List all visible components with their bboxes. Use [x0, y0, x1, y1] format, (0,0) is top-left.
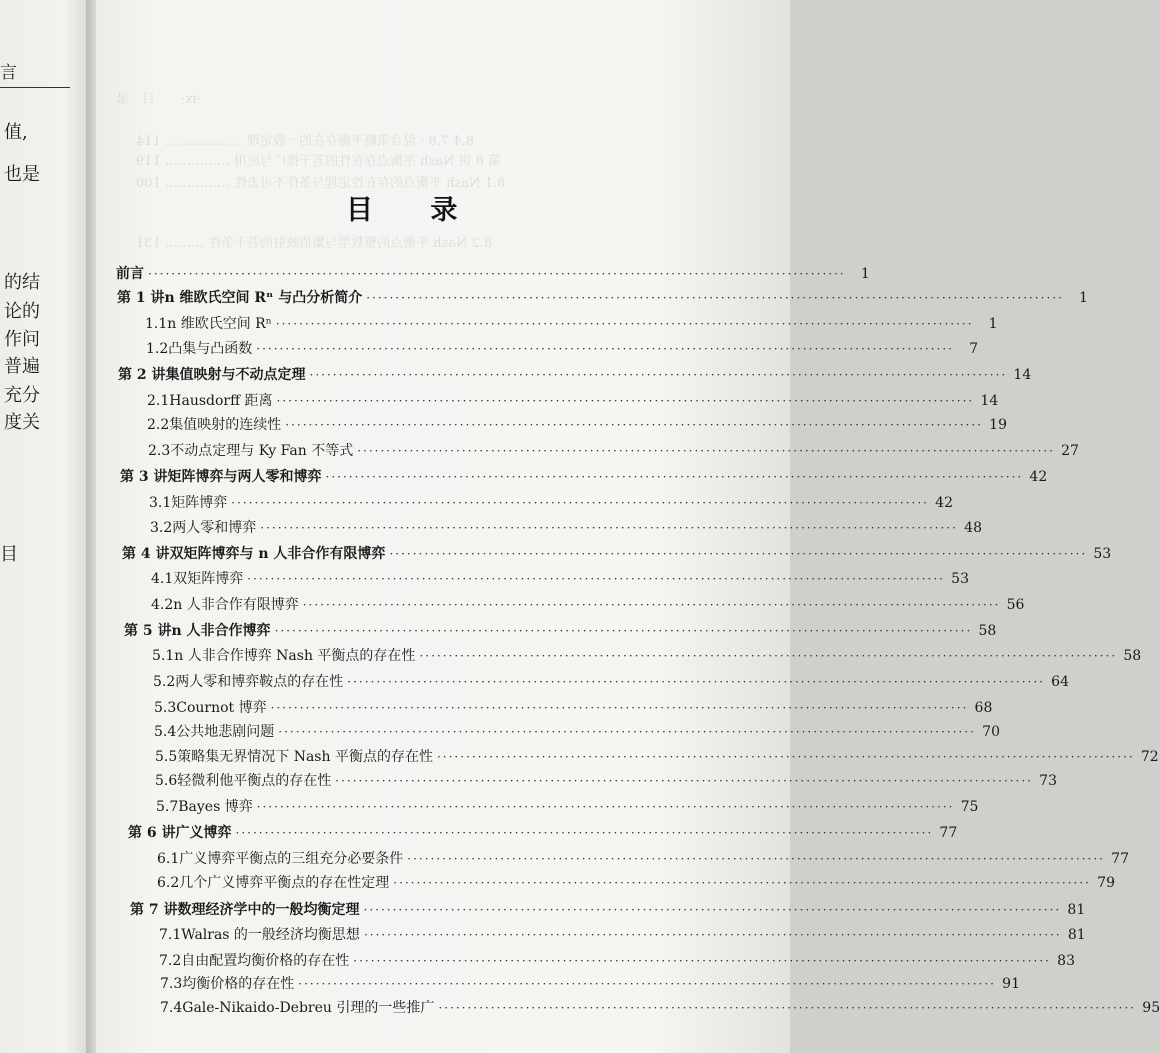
- toc-section-row: [150, 517, 982, 537]
- toc-page-number: 77: [1111, 851, 1129, 867]
- toc-entry-title: 不动点定理与 Ky Fan 不等式: [170, 443, 354, 459]
- left-page-text-line: 度关: [4, 412, 40, 433]
- toc-section-row: [147, 390, 999, 410]
- toc-entry-title: n 人非合作博弈 Nash 平衡点的存在性: [174, 648, 416, 664]
- toc-section-row: [154, 721, 1000, 741]
- toc-section-row: [159, 950, 1075, 970]
- toc-chapter-row: [128, 822, 958, 842]
- leader-dots: ························································································································: [419, 649, 1118, 663]
- toc-section-row: [149, 492, 953, 512]
- toc-section-row: [148, 440, 1079, 460]
- toc-page-number: 58: [978, 623, 997, 639]
- toc-number: 4.1: [151, 571, 174, 587]
- toc-entry-title: 自由配置均衡价格的存在性: [181, 953, 350, 969]
- bleed-through-text: 8.2 Nash 平衡点的整数型与集值映射的若干条件 ……… 131: [136, 236, 493, 251]
- leader-dots: ························································································································: [407, 852, 1105, 866]
- toc-section-row: [151, 568, 969, 588]
- toc-number: 6.2: [157, 875, 180, 891]
- toc-number: 7.3: [160, 976, 183, 992]
- left-page-text-line: 论的: [4, 301, 40, 322]
- right-page: [96, 0, 1160, 1053]
- left-page-rule: [0, 87, 70, 88]
- bleed-through-text: 8.4 7.8 · 混合策略平衡存在的一般定理 ……………… 114: [136, 134, 474, 149]
- toc-page-number: 27: [1061, 443, 1079, 459]
- toc-entry-title: 策略集无界情况下 Nash 平衡点的存在性: [177, 749, 433, 765]
- toc-number: 5.4: [154, 724, 177, 740]
- leader-dots: ························································································································: [260, 521, 958, 535]
- toc-page-number: 48: [964, 520, 982, 536]
- toc-section-row: [146, 338, 978, 358]
- left-page-text-line: 作问: [4, 329, 40, 350]
- toc-page-number: 53: [1093, 546, 1112, 562]
- toc-entry-title: 前言: [116, 266, 144, 282]
- toc-page-number: 70: [982, 724, 1000, 740]
- toc-number: 5.2: [153, 674, 176, 690]
- left-page-text-line: 充分: [4, 385, 40, 406]
- toc-number: 5.3: [154, 700, 177, 716]
- toc-number: 3.2: [150, 520, 173, 536]
- toc-entry-title: 均衡价格的存在性: [182, 976, 295, 992]
- toc-page-number: 91: [1002, 976, 1020, 992]
- left-page-text-line: 值,: [4, 122, 28, 143]
- left-page-text-line: 也是: [4, 164, 40, 185]
- leader-dots: ························································································································: [298, 977, 996, 991]
- toc-page-number: 95: [1142, 1000, 1160, 1016]
- toc-page-number: 72: [1140, 749, 1159, 765]
- toc-number: 7.2: [159, 953, 182, 969]
- leader-dots: ························································································································: [393, 876, 1091, 890]
- toc-entry-title: n 人非合作博弈: [171, 623, 271, 639]
- bleed-through-text: ·ix· 目 录: [116, 92, 201, 107]
- left-page-text-line: 普遍: [4, 356, 40, 377]
- bleed-through-text: 第 8 讲 Nash 平衡点存在性的若干推广与应用 …………… 119: [136, 154, 502, 169]
- toc-section-row: [152, 645, 1142, 665]
- toc-entry-title: 广义博弈平衡点的三组充分必要条件: [179, 851, 404, 867]
- toc-section-row: [155, 746, 1159, 766]
- left-page-heading: 言: [0, 63, 17, 83]
- toc-page-number: 64: [1051, 674, 1069, 690]
- toc-entry-title: n 维欧氏空间 Rⁿ: [167, 316, 272, 332]
- left-page-text-line: 的结: [4, 272, 40, 293]
- toc-entry-title: 矩阵博弈: [171, 495, 228, 511]
- toc-chapter-row: [130, 899, 1086, 919]
- toc-chapter-row: [124, 620, 997, 640]
- toc-page-number: 83: [1057, 953, 1075, 969]
- toc-section-row: [147, 414, 1007, 434]
- toc-chapter-row: [117, 287, 1088, 307]
- leader-dots: ························································································································: [347, 675, 1045, 689]
- toc-entry-title: 广义博弈: [175, 825, 232, 841]
- toc-page-number: 73: [1039, 773, 1057, 789]
- toc-number: 第 2 讲: [118, 367, 166, 383]
- toc-entry-title: 数理经济学中的一般均衡定理: [177, 902, 360, 918]
- toc-entry-title: 集值映射的连续性: [169, 417, 282, 433]
- toc-number: 2.3: [148, 443, 171, 459]
- toc-entry-title: 凸集与凸函数: [168, 341, 253, 357]
- toc-page-number: 75: [960, 799, 979, 815]
- toc-page-number: 77: [939, 825, 958, 841]
- toc-entry-title: Gale-Nikaido-Debreu 引理的一些推广: [182, 1000, 435, 1016]
- leader-dots: ························································································································: [278, 725, 976, 739]
- bleed-through-text: 8.1 Nash 平衡点的存在性定理与条件不可去性 …………… 100: [136, 176, 506, 191]
- toc-number: 7.1: [159, 927, 182, 943]
- leader-dots: ························································································································: [436, 750, 1135, 764]
- toc-entry-title: n 人非合作有限博弈: [173, 597, 299, 613]
- leader-dots: ························································································································: [438, 1001, 1137, 1015]
- leader-dots: ························································································································: [231, 496, 929, 510]
- leader-dots: ························································································································: [366, 291, 1064, 305]
- toc-page-number: 58: [1123, 648, 1142, 664]
- toc-page-number: 81: [1067, 902, 1086, 918]
- toc-entry-title: 轻微利他平衡点的存在性: [177, 773, 332, 789]
- left-page-text-line: 目: [0, 544, 18, 565]
- toc-section-row: [145, 313, 998, 333]
- leader-dots: ························································································································: [325, 470, 1024, 484]
- toc-section-row: [151, 594, 1025, 614]
- leader-dots: ························································································································: [256, 342, 954, 356]
- toc-entry-title: Bayes 博弈: [178, 799, 253, 815]
- toc-section-row: [157, 872, 1115, 892]
- toc-entry-title: Cournot 博弈: [176, 700, 267, 716]
- page-title: 目 录: [346, 195, 482, 226]
- toc-chapter-row: [122, 543, 1112, 563]
- toc-number: 5.6: [155, 773, 178, 789]
- toc-page-number: 56: [1006, 597, 1025, 613]
- toc-number: 第 1 讲: [117, 290, 165, 306]
- toc-section-row: [157, 848, 1129, 868]
- leader-dots: ························································································································: [256, 800, 955, 814]
- toc-entry-title: 矩阵博弈与两人零和博弈: [167, 469, 322, 485]
- left-page: [0, 0, 92, 1053]
- toc-entry-title: Walras 的一般经济均衡思想: [181, 927, 360, 943]
- leader-dots: ························································································································: [276, 394, 975, 408]
- toc-page-number: 42: [935, 495, 953, 511]
- toc-page-number: 1: [988, 316, 998, 332]
- toc-section-row: [160, 973, 1020, 993]
- toc-number: 第 5 讲: [124, 623, 172, 639]
- leader-dots: ························································································································: [285, 418, 983, 432]
- toc-section-row: [155, 770, 1057, 790]
- toc-number: 第 6 讲: [128, 825, 176, 841]
- toc-entry-title: 公共地悲剧问题: [176, 724, 275, 740]
- leader-dots: ························································································································: [148, 267, 846, 281]
- toc-page-number: 7: [969, 341, 978, 357]
- toc-number: 4.2: [151, 597, 174, 613]
- leader-dots: ························································································································: [275, 317, 974, 331]
- toc-page-number: 14: [980, 393, 999, 409]
- toc-number: 1.2: [146, 341, 169, 357]
- toc-page-number: 1: [860, 266, 870, 282]
- toc-chapter-row: [116, 263, 870, 283]
- toc-number: 2.1: [147, 393, 170, 409]
- toc-number: 第 4 讲: [122, 546, 170, 562]
- leader-dots: ························································································································: [235, 826, 934, 840]
- toc-page-number: 19: [989, 417, 1007, 433]
- toc-number: 5.5: [155, 749, 178, 765]
- toc-number: 2.2: [147, 417, 170, 433]
- toc-page-number: 14: [1013, 367, 1032, 383]
- toc-page-number: 42: [1029, 469, 1048, 485]
- toc-page-number: 68: [974, 700, 993, 716]
- leader-dots: ························································································································: [335, 774, 1033, 788]
- toc-number: 5.7: [156, 799, 179, 815]
- toc-number: 3.1: [149, 495, 172, 511]
- toc-entry-title: 双矩阵博弈: [173, 571, 244, 587]
- toc-entry-title: 双矩阵博弈与 n 人非合作有限博弈: [169, 546, 386, 562]
- leader-dots: ························································································································: [357, 444, 1055, 458]
- toc-section-row: [154, 697, 993, 717]
- toc-entry-title: Hausdorff 距离: [169, 393, 273, 409]
- toc-number: 6.1: [157, 851, 180, 867]
- toc-page-number: 53: [951, 571, 969, 587]
- toc-page-number: 81: [1067, 927, 1086, 943]
- toc-entry-title: 两人零和博弈鞍点的存在性: [175, 674, 344, 690]
- leader-dots: ························································································································: [353, 954, 1051, 968]
- leader-dots: ························································································································: [247, 572, 945, 586]
- leader-dots: ························································································································: [309, 368, 1008, 382]
- toc-chapter-row: [118, 364, 1032, 384]
- leader-dots: ························································································································: [270, 701, 969, 715]
- table-of-contents: [96, 0, 1160, 1053]
- toc-number: 第 7 讲: [130, 902, 178, 918]
- toc-section-row: [160, 997, 1160, 1017]
- leader-dots: ························································································································: [389, 547, 1088, 561]
- toc-number: 1.1: [145, 316, 168, 332]
- toc-number: 5.1: [152, 648, 175, 664]
- toc-chapter-row: [120, 466, 1048, 486]
- toc-entry-title: n 维欧氏空间 Rⁿ 与凸分析简介: [164, 290, 363, 306]
- toc-section-row: [153, 671, 1069, 691]
- leader-dots: ························································································································: [363, 903, 1062, 917]
- toc-number: 7.4: [160, 1000, 183, 1016]
- toc-section-row: [159, 924, 1086, 944]
- toc-section-row: [156, 796, 979, 816]
- toc-page-number: 79: [1097, 875, 1115, 891]
- leader-dots: ························································································································: [302, 598, 1001, 612]
- leader-dots: ························································································································: [274, 624, 973, 638]
- toc-page-number: 1: [1079, 290, 1088, 306]
- toc-entry-title: 几个广义博弈平衡点的存在性定理: [179, 875, 390, 891]
- toc-entry-title: 集值映射与不动点定理: [165, 367, 306, 383]
- toc-number: 第 3 讲: [120, 469, 168, 485]
- leader-dots: ························································································································: [363, 928, 1062, 942]
- toc-entry-title: 两人零和博弈: [172, 520, 257, 536]
